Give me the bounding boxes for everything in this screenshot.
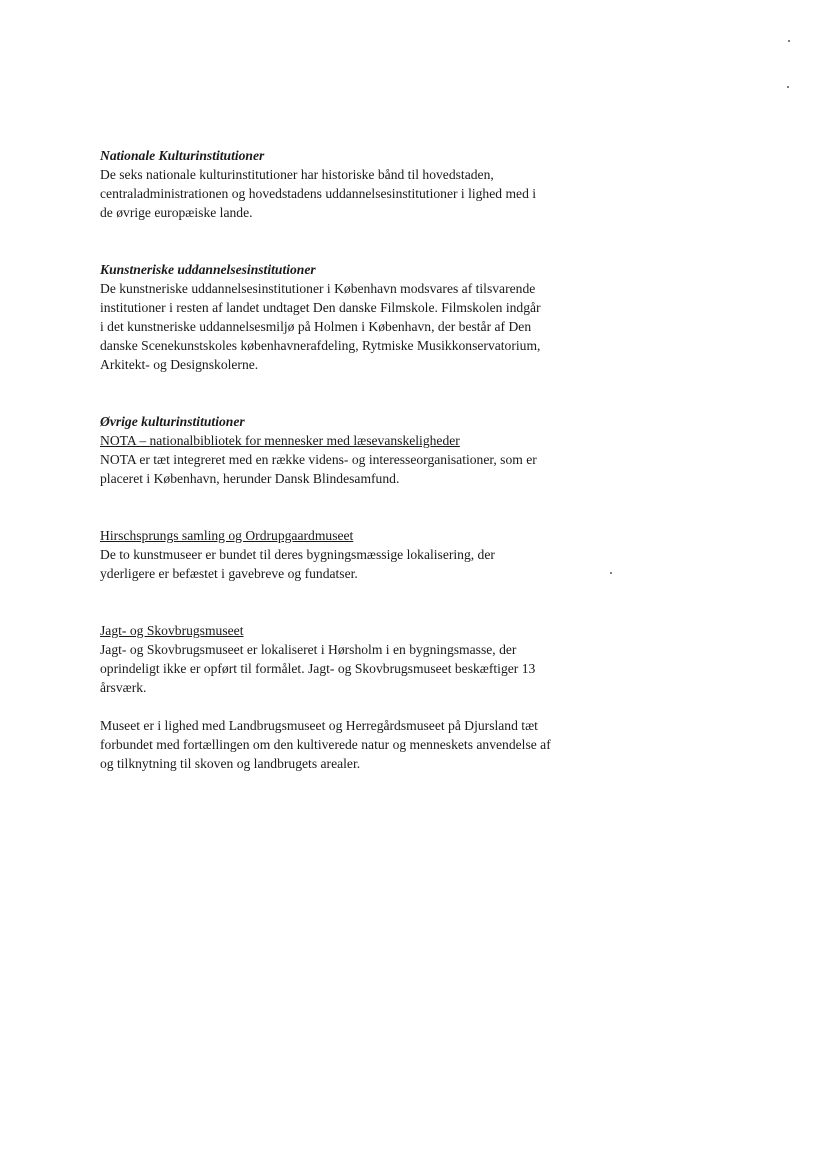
text-line: Arkitekt- og Designskolerne.: [100, 357, 259, 372]
text-line: oprindeligt ikke er opført til formålet. Jagt- og Skovbrugsmuseet beskæftiger 13: [100, 661, 536, 676]
section-nationale-kulturinstitutioner: [100, 146, 640, 222]
text-line: de øvrige europæiske lande.: [100, 205, 253, 220]
scan-mark: [787, 86, 789, 88]
text-line: yderligere er befæstet i gavebreve og fundatser.: [100, 566, 358, 581]
section-jagt-og-skovbrugsmuseet: [100, 621, 640, 773]
scan-mark: [788, 40, 790, 42]
subsection-heading-nota: NOTA – nationalbibliotek for mennesker med læsevanskeligheder: [100, 433, 460, 448]
paragraph: [100, 640, 640, 697]
text-line: De seks nationale kulturinstitutioner har historiske bånd til hovedstaden,: [100, 167, 494, 182]
text-line: placeret i København, herunder Dansk Blindesamfund.: [100, 471, 400, 486]
paragraph: [100, 716, 640, 773]
text-line: institutioner i resten af landet undtaget Den danske Filmskole. Filmskolen indgår: [100, 300, 541, 315]
section-heading: Kunstneriske uddannelsesinstitutioner: [100, 262, 316, 277]
section-heading: Nationale Kulturinstitutioner: [100, 148, 265, 163]
text-line: og tilknytning til skoven og landbrugets arealer.: [100, 756, 361, 771]
text-line: centraladministrationen og hovedstadens uddannelsesinstitutioner i lighed med i: [100, 186, 537, 201]
subsection-heading-jagt: Jagt- og Skovbrugsmuseet: [100, 623, 244, 638]
paragraph: [100, 279, 640, 374]
section-hirschsprung-ordrupgaard: [100, 526, 640, 583]
section-heading: Øvrige kulturinstitutioner: [100, 414, 245, 429]
text-line: i det kunstneriske uddannelsesmiljø på Holmen i København, der består af Den: [100, 319, 532, 334]
text-line: De kunstneriske uddannelsesinstitutioner i København modsvares af tilsvarende: [100, 281, 536, 296]
text-line: forbundet med fortællingen om den kultiverede natur og menneskets anvendelse af: [100, 737, 551, 752]
paragraph: [100, 545, 640, 583]
document-body: [100, 146, 640, 773]
subsection-heading-hirschsprung: Hirschsprungs samling og Ordrupgaardmuseet: [100, 528, 354, 543]
section-kunstneriske-uddannelsesinstitutioner: [100, 260, 640, 374]
text-line: årsværk.: [100, 680, 147, 695]
text-line: NOTA er tæt integreret med en række videns- og interesseorganisationer, som er: [100, 452, 537, 467]
section-oevrige-kulturinstitutioner: [100, 412, 640, 488]
paragraph: [100, 450, 640, 488]
text-line: Jagt- og Skovbrugsmuseet er lokaliseret i Hørsholm i en bygningsmasse, der: [100, 642, 517, 657]
text-line: Museet er i lighed med Landbrugsmuseet og Herregårdsmuseet på Djursland tæt: [100, 718, 538, 733]
text-line: danske Scenekunstskoles københavnerafdeling, Rytmiske Musikkonservatorium,: [100, 338, 541, 353]
paragraph: [100, 165, 640, 222]
text-line: De to kunstmuseer er bundet til deres bygningsmæssige lokalisering, der: [100, 547, 495, 562]
